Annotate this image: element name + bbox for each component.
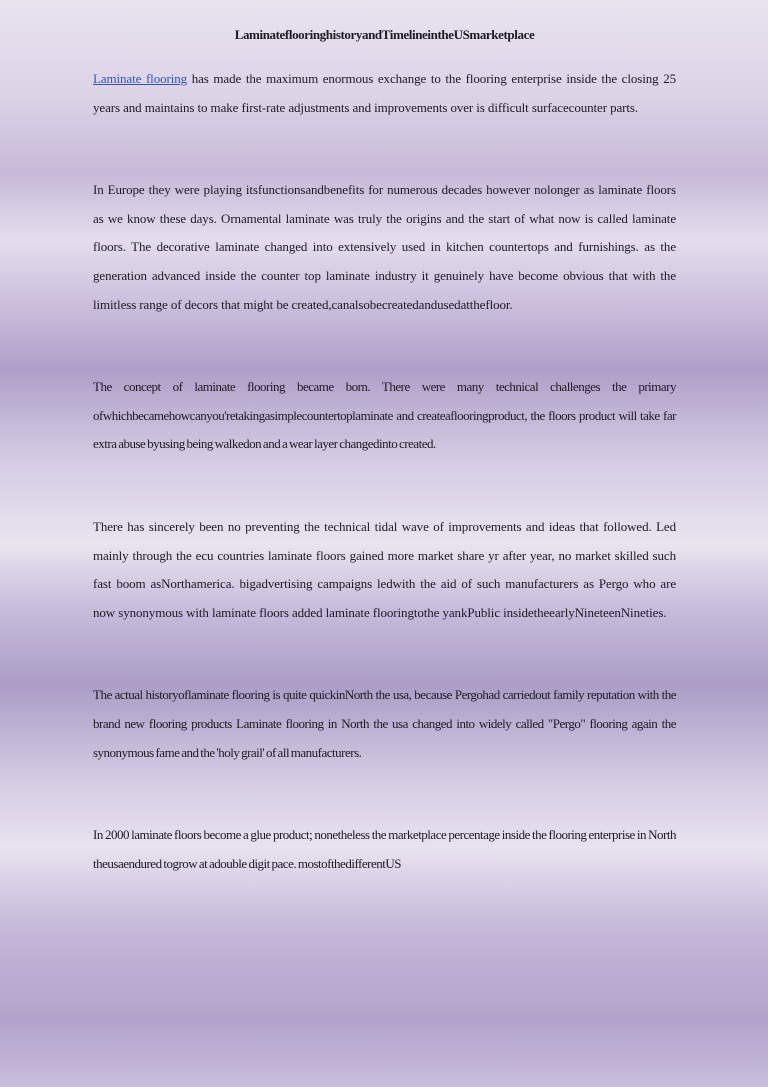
paragraph-intro (93, 65, 676, 122)
paragraph-europe: In Europe they were playing itsfunctionsandbenefits for numerous decades however nolonger as laminate floors as we know these days. Ornamental laminate was truly the origins and the start of what now is called laminate floors. The decorative laminate changed into extensively used in kitchen countertops and furnishings. as the generation advanced inside the counter top laminate industry it genuinely have become obvious that with the limitless range of decors that might be created,canalsobecreatedandusedatthefloor. (93, 182, 676, 312)
document-title: LaminateflooringhistoryandTimelineintheUSmarketplace (234, 27, 535, 42)
laminate-flooring-link[interactable]: Laminate flooring (93, 71, 188, 86)
paragraph-tidal-wave: There has sincerely been no preventing the technical tidal wave of improvements and ideas that followed. Led mainly through the ecu countries laminate floors gained more market share yr after year, no market skilled such fast boom asNorthamerica. bigadvertising campaigns ledwith the aid of such manufacturers as Pergo who are now synonymous with laminate floors added laminate flooringtothe yankPublic insidetheearlyNineteenNineties. (93, 518, 676, 620)
document-page (93, 20, 676, 932)
paragraph-intro-text: has made the maximum enormous exchange to the flooring enterprise inside the closing 25 years and maintains to make first-rate adjustments and improvements over is difficult surfacecounter parts. (93, 71, 676, 115)
paragraph-history: The actual historyoflaminate flooring is quite quickinNorth the usa, because Pergohad carriedout family reputation with the brand new flooring products Laminate flooring in North the usa changed into widely called "Pergo" flooring again the synonymous fame and the 'holy grail' of all manufacturers. (93, 687, 676, 760)
paragraph-2000: In 2000 laminate floors become a glue product; nonetheless the marketplace percentage inside the flooring enterprise in North theusaendured togrow at adouble digit pace. mostofthedifferentUS (93, 827, 676, 871)
paragraph-concept: The concept of laminate flooring became born. There were many technical challenges the primary ofwhichbecamehowcanyou'retakingasimplecountertoplaminate and createaflooringproduct, the floors product will take far extra abuse byusing being walkedon and a wear layer changedinto created. (93, 379, 676, 452)
